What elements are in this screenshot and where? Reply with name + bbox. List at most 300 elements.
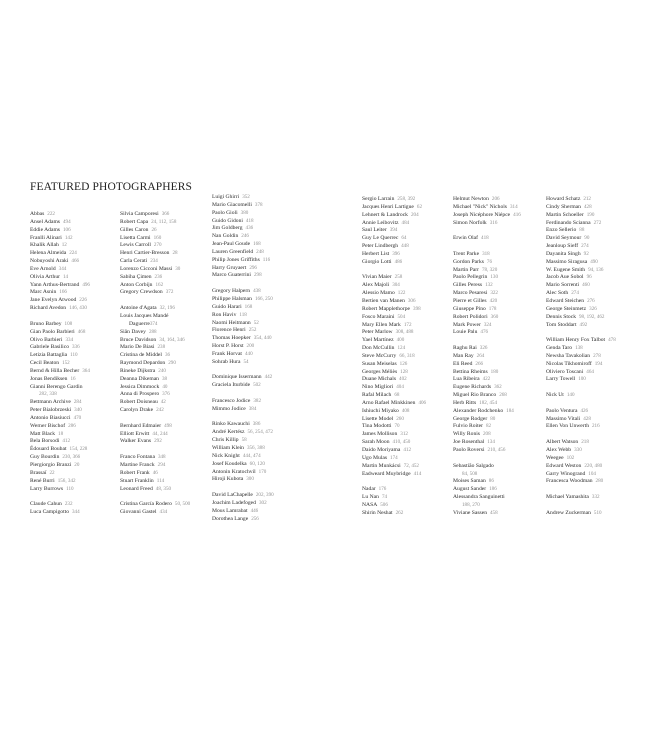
index-entry [30, 266, 90, 274]
index-entry [212, 194, 274, 202]
photographer-name: Guido Harari [212, 303, 242, 310]
photographer-name: Michael "Nick" Nichols [453, 203, 507, 210]
photographer-name: Lua Ribeira [453, 376, 480, 383]
photographer-name: Jacques Henri Lartigue [362, 203, 414, 210]
page-numbers: 12 [61, 242, 67, 249]
index-entry [212, 351, 274, 359]
index-entry [546, 259, 616, 267]
index-entry [30, 478, 90, 486]
page-numbers: 76 [486, 258, 493, 265]
index-entry [120, 368, 190, 376]
page-numbers: 186 [489, 486, 497, 493]
page-numbers: 476 [480, 329, 489, 336]
photographer-name: Arno Rafael Minkkinen [362, 399, 416, 406]
page-numbers: 176 [378, 486, 387, 493]
photographer-name: Lorenzo Cicconi Massi [120, 265, 173, 272]
photographer-name: Bernhard Edmaier [120, 422, 162, 429]
index-column-5 [453, 196, 521, 518]
index-entry [30, 391, 90, 399]
photographer-name: Alec Soth [546, 290, 569, 297]
index-entry [120, 274, 190, 282]
page-numbers: 282, 338 [39, 391, 57, 398]
photographer-name: Dorothea Lange [212, 515, 249, 522]
page-numbers: 468 [77, 328, 86, 335]
page-numbers: 494 [63, 218, 71, 225]
index-entry [362, 447, 426, 455]
photographer-name: Siân Davey [120, 328, 146, 335]
photographer-name: Elliott Erwitt [120, 430, 150, 437]
page-numbers: 40 [162, 383, 168, 390]
photographer-name: René Burri [30, 477, 55, 484]
photographer-name: Bertien van Manen [362, 297, 405, 304]
photographer-name: Gilles Caron [120, 226, 149, 233]
photographer-name: Oliviero Toscani [546, 368, 584, 375]
page-numbers: 426 [580, 407, 589, 414]
index-entry [30, 219, 90, 227]
page-numbers: 166 [59, 289, 67, 296]
photographer-name: Letizia Battaglia [30, 352, 68, 359]
page-numbers: 92 [583, 250, 589, 257]
index-entry [120, 219, 190, 227]
photographer-name: Lauren Greenfield [212, 248, 254, 255]
index-entry [546, 227, 616, 235]
photographer-name: Bela Borsodi [30, 438, 60, 445]
photographer-name: Sohrab Hura [212, 358, 241, 365]
photographer-name: Fosco Maraini [362, 313, 395, 320]
index-entry [30, 384, 90, 392]
page-numbers: 182, 454 [479, 399, 497, 406]
page-numbers: 104 [588, 470, 596, 477]
photographer-name: Mary Ellen Mark [362, 321, 401, 328]
index-entry [30, 337, 90, 345]
photographer-name: Jonas Bendiksen [30, 375, 68, 382]
photographer-name: Mario De Biasi [120, 344, 155, 351]
photographer-name: Sebastião Salgado [453, 462, 494, 469]
photographer-name: Bernd & Hilla Becher [30, 367, 80, 374]
photographer-name: Josef Koudelka [212, 460, 247, 467]
page-numbers: 156, 342 [57, 477, 76, 484]
index-entry [212, 500, 274, 508]
page-numbers: 394 [389, 227, 398, 234]
photographer-name: Giuseppe Pino [453, 305, 486, 312]
page-numbers: 16 [70, 375, 76, 382]
photographer-name: Tom Stoddart [546, 321, 577, 328]
index-entry [30, 399, 90, 407]
page-numbers: 496 [82, 281, 90, 288]
index-entry [362, 369, 426, 377]
index-entry [453, 361, 521, 369]
index-entry [212, 210, 274, 218]
page-numbers: 378 [254, 201, 263, 208]
index-column-6 [546, 196, 616, 518]
photographer-name: NASA [362, 501, 378, 508]
photographer-name: Tina Modotti [362, 423, 392, 430]
photographer-name: Jim Goldberg [212, 225, 243, 232]
page-numbers: 78, 320 [481, 266, 498, 273]
index-entry [120, 376, 190, 384]
index-entry [546, 439, 616, 447]
photographer-name: Ron Haviv [212, 311, 237, 318]
index-entry [30, 509, 90, 517]
page-numbers: 202, 390 [255, 492, 274, 499]
index-entry [30, 211, 90, 219]
page-numbers: 272 [593, 219, 602, 226]
photographer-name: Ferdinando Scianna [546, 219, 591, 226]
index-entry [362, 471, 426, 479]
photographer-name: Ellen Von Unwerth [546, 423, 589, 430]
index-entry [453, 220, 521, 228]
page-numbers: 106 [62, 226, 71, 233]
photographer-name: Eugene Richards [453, 384, 492, 391]
index-entry [120, 438, 190, 446]
page-numbers: 26 [151, 226, 157, 233]
index-entry [212, 374, 274, 382]
index-entry [212, 249, 274, 257]
page-numbers: 206 [491, 196, 500, 202]
page-numbers: 238 [157, 344, 166, 351]
page-numbers: 274 [581, 243, 589, 250]
photographer-name: Larry Towell [546, 376, 576, 383]
index-entry [30, 227, 90, 235]
photographer-name: Daguerre [129, 320, 150, 327]
page-numbers: 142 [64, 234, 73, 241]
index-entry [362, 235, 426, 243]
photographer-name: Paolo Roversi [453, 447, 485, 453]
photographer-name: David LaChapelle [212, 492, 253, 499]
page-numbers: 304 [392, 282, 400, 289]
photographer-name: Erwin Olaf [453, 235, 479, 242]
photographer-name: Antonin Kratochvil [212, 468, 256, 475]
page-numbers: 110 [66, 485, 74, 492]
page-numbers: 322 [490, 290, 498, 297]
index-entry [120, 337, 190, 345]
index-entry [30, 282, 90, 290]
photographer-name: Gregory Halpern [212, 288, 251, 295]
photographer-name: William Klein [212, 445, 244, 451]
page-numbers: 362 [494, 384, 502, 391]
photographer-name: Raghu Rai [453, 345, 477, 352]
index-entry [546, 455, 616, 463]
photographer-name: Marco Pesaresi [453, 290, 488, 297]
index-entry [212, 453, 274, 461]
index-entry [362, 423, 426, 431]
page-numbers: 260 [396, 415, 404, 422]
page-numbers: 116 [262, 256, 271, 263]
page-numbers: 326 [589, 305, 597, 312]
page-numbers: 138 [575, 345, 583, 352]
index-entry [30, 344, 90, 352]
page-numbers: 398 [413, 305, 421, 312]
page-numbers: 50, 500 [174, 501, 191, 508]
photographer-name: Herb Ritts [453, 399, 477, 406]
page-numbers: 288 [148, 328, 157, 335]
page-numbers: 190 [586, 211, 595, 218]
photographer-name: Sabiha Çimen [120, 273, 152, 280]
photographer-name: Georges Méliès [362, 368, 398, 375]
photographer-name: Raymond Depardon [120, 360, 166, 367]
page-numbers: 404 [396, 384, 404, 391]
photographer-name: Franlli Alinari [30, 234, 62, 241]
index-entry [212, 469, 274, 477]
photographer-name: Michael Yamashita [546, 494, 589, 501]
photographer-name: Massimo Vitali [546, 415, 581, 422]
page-numbers: 442 [264, 374, 273, 381]
index-entry [120, 407, 190, 415]
page-numbers: 478 [608, 337, 616, 344]
index-entry [546, 510, 616, 518]
index-entry [212, 202, 274, 210]
photographer-name: Cecil Beaton [30, 360, 60, 367]
page-numbers: 100 [578, 376, 586, 383]
photographer-name: W. Eugene Smith [546, 266, 586, 273]
page-numbers: 344 [72, 509, 80, 516]
page-numbers: 60, 120 [249, 460, 265, 467]
index-entry [453, 486, 521, 494]
photographer-name: Alessio Mamo [362, 290, 395, 297]
page-numbers: 492 [579, 321, 588, 328]
index-entry [453, 384, 521, 392]
page-numbers: 276 [587, 297, 595, 304]
photographer-name: Edward Weston [546, 462, 582, 469]
photographer-name: Deanna Dikeman [120, 375, 159, 382]
index-entry [30, 470, 90, 478]
page-numbers: 434 [159, 509, 168, 516]
photographer-name: Albert Watson [546, 439, 579, 446]
page-numbers: 440 [244, 350, 253, 357]
photographer-name: Hiroji Kubota [212, 476, 244, 483]
page-numbers: 264 [476, 352, 485, 359]
photographer-name: Saul Leiter [362, 227, 387, 234]
page-numbers: 292 [154, 438, 162, 445]
photographer-name: Steve McCurry [362, 352, 397, 359]
page-numbers: 428 [583, 415, 591, 422]
index-entry [30, 297, 90, 305]
page-numbers: 30 [175, 265, 181, 272]
photographer-name: Edward Steichen [546, 297, 585, 304]
page-numbers: 200 [246, 343, 255, 350]
page-numbers: 428 [583, 203, 592, 210]
photographer-name: Antonio Biasiucci [30, 414, 71, 421]
page-numbers: 188, 270 [462, 501, 480, 508]
index-entry [453, 471, 521, 479]
photographer-name: Anna di Prospero [120, 391, 160, 398]
page-numbers: 510 [593, 509, 602, 516]
page-numbers: 64 [401, 235, 407, 242]
page-numbers: 56, 254, 472 [247, 429, 273, 436]
index-column-3 [212, 194, 274, 523]
photographer-name: Martine Franck [120, 462, 155, 468]
index-entry [453, 235, 521, 243]
photographer-name: Garry Winogrand [546, 470, 586, 477]
page-numbers: 290 [168, 360, 176, 367]
index-entry [212, 312, 274, 320]
page-numbers: 134 [487, 439, 495, 446]
index-entry [362, 376, 426, 384]
photographer-name: Bettmann Archive [30, 399, 71, 406]
page-numbers: 240 [158, 367, 166, 374]
index-entry [546, 471, 616, 479]
index-entry [120, 235, 190, 243]
index-entry [546, 282, 616, 290]
page-numbers: 74 [381, 494, 388, 501]
page-numbers: 124 [397, 345, 406, 352]
page-numbers: 174 [390, 454, 398, 461]
photographer-name: Bruno Barbey [30, 320, 62, 327]
index-entry [546, 392, 616, 400]
page-numbers: 448 [401, 243, 409, 250]
page-numbers: 170 [258, 468, 267, 475]
index-entry [30, 462, 90, 470]
index-entry [362, 384, 426, 392]
page-numbers: 252 [248, 327, 257, 334]
page-numbers: 400 [396, 337, 405, 344]
page-numbers: 382 [253, 397, 262, 404]
index-entry [120, 266, 190, 274]
page-numbers: 380 [240, 209, 249, 216]
photographer-name: Bettina Rheims [453, 368, 488, 375]
photographer-name: Nan Goldin [212, 233, 239, 240]
photographer-name: Gregory Crewdson [120, 289, 163, 296]
index-entry [212, 257, 274, 265]
index-entry [120, 258, 190, 266]
photographer-name: Cindy Sherman [546, 203, 581, 210]
photographer-name: Robert Doisneau [120, 399, 158, 406]
index-entry [362, 306, 426, 314]
page-numbers: 302 [258, 499, 267, 506]
page-numbers: 334 [65, 336, 74, 343]
photographer-name: Nicolas Tikhomiroff [546, 360, 592, 367]
index-entry [546, 314, 616, 322]
index-entry [546, 212, 616, 220]
photographer-name: Horst P. Horst [212, 343, 244, 350]
photographer-name: Susan Meiselas [362, 360, 397, 367]
photographer-name: Abbas [30, 211, 45, 217]
page-numbers: 32, 196 [159, 305, 175, 312]
index-entry [362, 486, 426, 494]
page-numbers: 402 [399, 376, 407, 383]
photographer-name: James Mollison [362, 431, 398, 438]
photographer-name: Mous Lamrabat [212, 507, 248, 514]
index-entry [30, 431, 90, 439]
page-numbers: 408 [401, 407, 410, 414]
index-entry [362, 353, 426, 361]
index-entry [453, 345, 521, 353]
page-numbers: 204 [410, 211, 419, 218]
photographer-name: Lewis Carroll [120, 242, 151, 249]
index-entry [120, 305, 190, 313]
photographer-name: Massimo Siragusa [546, 258, 588, 265]
page-numbers: 280 [595, 478, 604, 485]
page-numbers: 298 [253, 272, 262, 279]
page-numbers: 18 [58, 430, 64, 437]
index-column-1 [30, 211, 90, 517]
page-numbers: 66, 318 [399, 352, 415, 359]
index-entry [212, 272, 274, 280]
index-entry [453, 353, 521, 361]
index-entry [546, 298, 616, 306]
photographer-name: Alessandra Sanguinetti [453, 494, 505, 501]
page-numbers: 336 [72, 344, 80, 351]
page-numbers: 486 [394, 258, 403, 265]
page-numbers: 470 [73, 414, 82, 421]
photographer-name: Alex Webb [546, 447, 572, 453]
index-entry [453, 259, 521, 267]
page-numbers: 96 [586, 274, 592, 281]
photographer-name: Paolo Gioli [212, 209, 238, 216]
page-numbers: 178 [488, 305, 497, 312]
page-numbers: 330 [574, 447, 582, 453]
index-entry [546, 322, 616, 330]
index-entry [453, 204, 521, 212]
photographer-name: Sergio Larrain [362, 196, 395, 202]
index-entry [212, 320, 274, 328]
index-column-2 [120, 211, 190, 517]
photographer-name: Franco Fontana [120, 454, 155, 461]
index-entry [453, 463, 521, 471]
index-entry [362, 392, 426, 400]
page-numbers: 20 [74, 462, 80, 468]
index-entry [453, 431, 521, 439]
index-entry [30, 368, 90, 376]
page-numbers: 412 [62, 438, 71, 445]
page-numbers: 210, 456 [487, 447, 506, 453]
photographer-name: Graciela Iturbide [212, 382, 251, 389]
index-entry [546, 267, 616, 275]
page-numbers: 352 [242, 194, 250, 200]
index-entry [30, 258, 90, 266]
photographer-name: Silvia Camporesi [120, 211, 159, 217]
photographer-name: Helena Almeida [30, 250, 67, 257]
index-entry [362, 243, 426, 251]
page-numbers: 84, 508 [462, 470, 478, 477]
index-entry [362, 322, 426, 330]
photographer-name: Moises Saman [453, 478, 486, 485]
index-column-4 [362, 196, 426, 518]
photographer-name: Luigi Ghirri [212, 194, 240, 200]
photographer-name: Newsha Tavakolian [546, 352, 591, 359]
index-entry [212, 437, 274, 445]
page-numbers: 318 [482, 250, 490, 257]
page-numbers: 154, 228 [69, 446, 88, 453]
page-numbers: 268 [499, 392, 507, 399]
photographer-name: Robert Capa [120, 218, 149, 225]
index-entry [120, 384, 190, 392]
photographer-name: Joseph Nicéphore Niépce [453, 211, 511, 218]
photographer-name: Gabriele Basilico [30, 344, 69, 351]
index-entry [212, 429, 274, 437]
page-numbers: 286 [68, 422, 76, 429]
photographer-name: Robert Frank [120, 469, 150, 476]
photographer-name: Dominique Issermann [212, 374, 262, 381]
index-entry [120, 227, 190, 235]
page-numbers: 312 [400, 431, 408, 438]
photographer-name: Pierre et Gilles [453, 297, 487, 304]
index-entry [120, 509, 190, 517]
page-numbers: 410, 450 [392, 439, 411, 446]
photographer-name: Rinko Kawauchi [212, 421, 250, 428]
index-entry [362, 204, 426, 212]
photographer-name: Leonard Freed [120, 485, 153, 492]
photographer-name: Chris Killip [212, 437, 239, 444]
index-entry [453, 439, 521, 447]
photographer-name: Matt Black [30, 430, 56, 437]
index-entry [120, 211, 190, 219]
photographer-name: Nino Migliori [362, 384, 394, 391]
photographer-name: Annie Leibovitz [362, 219, 399, 226]
page-numbers: 256 [251, 515, 259, 522]
index-entry [362, 212, 426, 220]
index-entry [120, 423, 190, 431]
